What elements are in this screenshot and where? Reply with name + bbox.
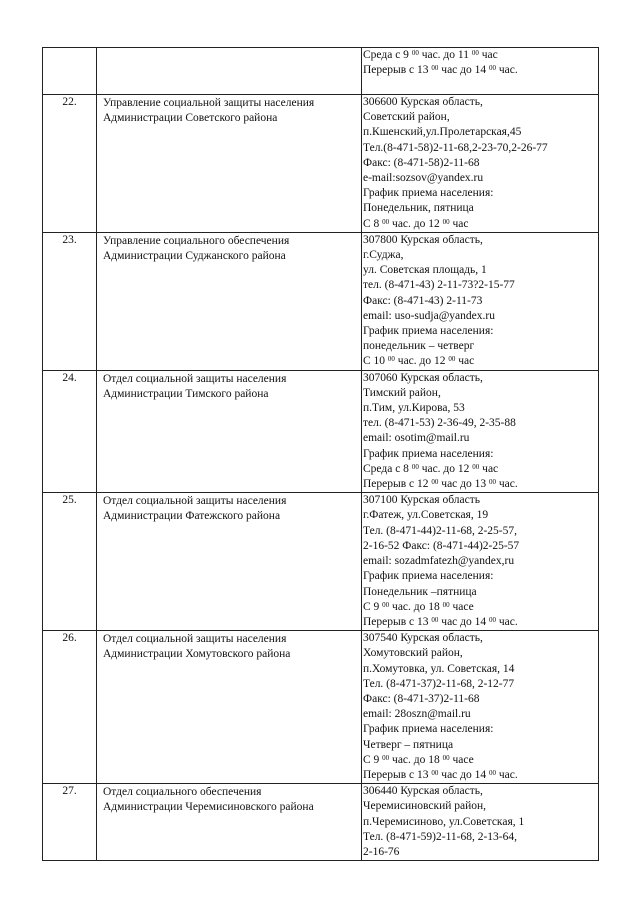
contact-line bbox=[363, 815, 598, 830]
organization-line: Администрации Тимского района bbox=[103, 387, 269, 400]
contact-text: График приема населения: bbox=[363, 325, 494, 338]
contact-line bbox=[363, 263, 598, 278]
minutes-superscript: 00 bbox=[411, 462, 419, 471]
contact-line bbox=[363, 386, 598, 401]
contact-line bbox=[363, 569, 598, 584]
minutes-superscript: 00 bbox=[431, 64, 439, 73]
contact-line bbox=[363, 431, 598, 446]
contact-text: 307540 Курская область, bbox=[363, 632, 483, 645]
contact-text: Черемисиновский район, bbox=[363, 800, 487, 813]
contact-line bbox=[363, 799, 598, 814]
contact-line bbox=[363, 631, 598, 646]
contact-text: час. до 11 bbox=[418, 49, 472, 61]
organization-cell bbox=[97, 370, 362, 493]
organization-cell bbox=[97, 493, 362, 631]
contact-line bbox=[363, 585, 598, 600]
organization-line: Администрации Суджанского района bbox=[103, 250, 286, 263]
organization-cell bbox=[97, 784, 362, 861]
contact-text: час. bbox=[496, 478, 518, 491]
contact-line bbox=[363, 677, 598, 692]
organization-cell bbox=[97, 232, 362, 370]
contact-line bbox=[363, 294, 598, 309]
contact-line bbox=[363, 830, 598, 845]
contact-text: час. до 12 bbox=[394, 355, 449, 368]
contact-text: email: osotim@mail.ru bbox=[363, 432, 470, 445]
contact-text: Хомутовский район, bbox=[363, 647, 463, 660]
contact-text: час bbox=[455, 355, 475, 368]
contact-text: часе bbox=[449, 753, 474, 766]
contact-line bbox=[363, 662, 598, 677]
contact-text: час. bbox=[496, 64, 518, 77]
row-number: 26. bbox=[43, 631, 97, 784]
contact-text: час до 13 bbox=[438, 478, 489, 491]
contact-text: График приема населения: bbox=[363, 723, 494, 736]
organization-cell bbox=[97, 48, 362, 95]
minutes-superscript: 00 bbox=[448, 355, 456, 364]
contact-text: Тел. (8-471-37)2-11-68, 2-12-77 bbox=[363, 677, 515, 690]
organization-line: Администрации Советского района bbox=[103, 112, 278, 125]
contact-text: С 9 bbox=[363, 753, 383, 766]
contact-line bbox=[363, 600, 598, 615]
contact-line bbox=[363, 201, 598, 216]
contact-text: час до 14 bbox=[438, 64, 489, 77]
minutes-superscript: 00 bbox=[489, 478, 496, 487]
contact-text: Факс: (8-471-58)2-11-68 bbox=[363, 156, 480, 169]
contact-text: Факс: (8-471-43) 2-11-73 bbox=[363, 294, 483, 307]
contact-line bbox=[363, 63, 598, 78]
contact-line bbox=[363, 95, 598, 110]
table-row bbox=[43, 493, 599, 631]
contact-line bbox=[363, 524, 598, 539]
contact-line bbox=[363, 156, 598, 171]
minutes-superscript: 00 bbox=[489, 615, 496, 624]
contact-text: час до 14 bbox=[438, 615, 489, 628]
contact-line bbox=[363, 401, 598, 416]
minutes-superscript: 00 bbox=[382, 217, 390, 226]
contact-text: час bbox=[449, 217, 469, 230]
offices-table-body bbox=[43, 48, 599, 861]
contact-text: 306600 Курская область, bbox=[363, 96, 483, 108]
minutes-superscript: 00 bbox=[442, 600, 450, 609]
table-row bbox=[43, 784, 599, 861]
contact-text: С 9 bbox=[363, 600, 383, 613]
organization-line: Управление социальной защиты населения bbox=[103, 97, 315, 109]
contact-text: понедельник – четверг bbox=[363, 340, 475, 353]
contact-text: Советский район, bbox=[363, 111, 450, 124]
contact-text: г.Суджа, bbox=[363, 249, 404, 262]
contact-text: Факс: (8-471-37)2-11-68 bbox=[363, 692, 480, 705]
contact-text: тел. (8-471-53) 2-36-49, 2-35-88 bbox=[363, 417, 516, 430]
contact-line bbox=[363, 186, 598, 201]
organization-line: Отдел социальной защиты населения bbox=[103, 372, 287, 385]
contact-text: п.Черемисиново, ул.Советская, 1 bbox=[363, 815, 525, 828]
minutes-superscript: 00 bbox=[471, 49, 479, 57]
contact-text: email: 28oszn@mail.ru bbox=[363, 708, 471, 721]
contact-text: График приема населения: bbox=[363, 570, 494, 583]
contact-text: График приема населения: bbox=[363, 187, 494, 200]
contact-text: Тел.(8-471-58)2-11-68,2-23-70,2-26-77 bbox=[363, 141, 548, 154]
contact-line bbox=[363, 707, 598, 722]
row-number: 27. bbox=[43, 784, 97, 861]
organization-line: Управление социального обеспечения bbox=[103, 234, 290, 247]
contact-line bbox=[363, 692, 598, 707]
contact-text: час. до 12 bbox=[418, 462, 473, 475]
contact-cell bbox=[362, 232, 599, 370]
contact-text: 307100 Курская область bbox=[363, 494, 480, 507]
contact-line bbox=[363, 309, 598, 324]
contact-line bbox=[363, 615, 598, 630]
organization-line: Администрации Черемисиновского района bbox=[103, 801, 314, 814]
contact-cell bbox=[362, 631, 599, 784]
contact-cell bbox=[362, 95, 599, 233]
table-row bbox=[43, 631, 599, 784]
contact-cell bbox=[362, 48, 599, 95]
contact-line bbox=[363, 324, 598, 339]
contact-line bbox=[363, 447, 598, 462]
contact-line bbox=[363, 508, 598, 523]
minutes-superscript: 00 bbox=[489, 768, 496, 777]
contact-line bbox=[363, 248, 598, 263]
contact-line bbox=[363, 110, 598, 125]
contact-text: email: sozadmfatezh@yandex,ru bbox=[363, 555, 515, 568]
row-number: 25. bbox=[43, 493, 97, 631]
contact-text: час. до 18 bbox=[389, 600, 443, 613]
contact-line bbox=[363, 784, 598, 799]
organization-line: Администрации Хомутовского района bbox=[103, 648, 291, 661]
table-row bbox=[43, 370, 599, 493]
contact-text: Перерыв с 13 bbox=[363, 615, 432, 628]
contact-line bbox=[363, 738, 598, 753]
contact-line bbox=[363, 141, 598, 156]
contact-cell bbox=[362, 493, 599, 631]
contact-text: Среда с 8 bbox=[363, 462, 412, 475]
contact-text: г.Фатеж, ул.Советская, 19 bbox=[363, 509, 489, 522]
contact-line bbox=[363, 48, 598, 63]
contact-text: e-mail:sozsov@yandex.ru bbox=[363, 172, 484, 185]
contact-text: Перерыв с 13 bbox=[363, 768, 432, 781]
organization-line: Администрации Фатежского района bbox=[103, 510, 281, 523]
contact-text: Перерыв с 12 bbox=[363, 478, 432, 491]
contact-text: С 10 bbox=[363, 355, 388, 368]
row-number: 24. bbox=[43, 370, 97, 493]
contact-text: тел. (8-471-43) 2-11-73?2-15-77 bbox=[363, 279, 515, 292]
contact-text: Тел. (8-471-44)2-11-68, 2-25-57, bbox=[363, 524, 518, 537]
contact-line bbox=[363, 845, 598, 860]
minutes-superscript: 00 bbox=[411, 49, 419, 57]
contact-text: час. до 12 bbox=[389, 217, 443, 230]
contact-text: График приема населения: bbox=[363, 447, 494, 460]
offices-table bbox=[42, 47, 599, 861]
contact-text: Понедельник –пятница bbox=[363, 585, 477, 598]
row-number bbox=[43, 48, 97, 95]
contact-line bbox=[363, 539, 598, 554]
organization-line: Отдел социальной защиты населения bbox=[103, 633, 287, 646]
organization-line: Отдел социального обеспечения bbox=[103, 786, 262, 799]
contact-line bbox=[363, 722, 598, 737]
contact-line bbox=[363, 462, 598, 477]
minutes-superscript: 00 bbox=[489, 64, 496, 73]
contact-cell bbox=[362, 370, 599, 493]
contact-text: час bbox=[478, 49, 498, 61]
contact-text: 2-16-76 bbox=[363, 845, 400, 858]
contact-line bbox=[363, 339, 598, 354]
contact-line bbox=[363, 493, 598, 508]
contact-text: п.Тим, ул.Кирова, 53 bbox=[363, 402, 465, 415]
contact-text: Четверг – пятница bbox=[363, 738, 454, 751]
contact-text: час. bbox=[496, 615, 518, 628]
contact-text: час bbox=[479, 462, 499, 475]
contact-text: Среда с 9 bbox=[363, 49, 412, 61]
contact-text: email: uso-sudja@yandex.ru bbox=[363, 309, 495, 322]
contact-text: п.Хомутовка, ул. Советская, 14 bbox=[363, 662, 515, 675]
contact-line bbox=[363, 477, 598, 492]
row-number: 22. bbox=[43, 95, 97, 233]
contact-cell bbox=[362, 784, 599, 861]
organization-cell bbox=[97, 95, 362, 233]
minutes-superscript: 00 bbox=[431, 615, 439, 624]
minutes-superscript: 00 bbox=[472, 462, 480, 471]
contact-line bbox=[363, 171, 598, 186]
contact-line bbox=[363, 217, 598, 232]
contact-text: 306440 Курская область, bbox=[363, 785, 483, 798]
contact-text: час до 14 bbox=[438, 768, 489, 781]
minutes-superscript: 00 bbox=[431, 478, 439, 487]
table-row bbox=[43, 232, 599, 370]
contact-text: п.Кшенский,ул.Пролетарская,45 bbox=[363, 126, 522, 139]
contact-text: час. до 18 bbox=[389, 753, 443, 766]
contact-line bbox=[363, 646, 598, 661]
contact-line bbox=[363, 371, 598, 386]
minutes-superscript: 00 bbox=[431, 768, 439, 777]
minutes-superscript: 00 bbox=[382, 753, 390, 762]
table-row bbox=[43, 95, 599, 233]
contact-line bbox=[363, 768, 598, 783]
contact-text: Перерыв с 13 bbox=[363, 64, 432, 77]
contact-line bbox=[363, 278, 598, 293]
contact-text: ул. Советская площадь, 1 bbox=[363, 264, 487, 277]
minutes-superscript: 00 bbox=[387, 355, 395, 364]
contact-line bbox=[363, 233, 598, 248]
minutes-superscript: 00 bbox=[442, 217, 450, 226]
contact-line bbox=[363, 554, 598, 569]
organization-cell bbox=[97, 631, 362, 784]
contact-text: 2-16-52 Факс: (8-471-44)2-25-57 bbox=[363, 539, 520, 552]
row-number: 23. bbox=[43, 232, 97, 370]
contact-line bbox=[363, 416, 598, 431]
contact-text: 307800 Курская область, bbox=[363, 233, 483, 246]
minutes-superscript: 00 bbox=[382, 600, 390, 609]
contact-text: 307060 Курская область, bbox=[363, 371, 483, 384]
contact-text: Тел. (8-471-59)2-11-68, 2-13-64, bbox=[363, 830, 518, 843]
organization-line: Отдел социальной защиты населения bbox=[103, 495, 287, 508]
table-row bbox=[43, 48, 599, 95]
contact-text: часе bbox=[449, 600, 474, 613]
contact-line bbox=[363, 753, 598, 768]
minutes-superscript: 00 bbox=[442, 753, 450, 762]
contact-text: С 8 bbox=[363, 217, 383, 230]
contact-text: Тимский район, bbox=[363, 386, 441, 399]
contact-text: час. bbox=[496, 768, 518, 781]
contact-text: Понедельник, пятница bbox=[363, 202, 474, 215]
contact-line bbox=[363, 354, 598, 369]
contact-line bbox=[363, 125, 598, 140]
